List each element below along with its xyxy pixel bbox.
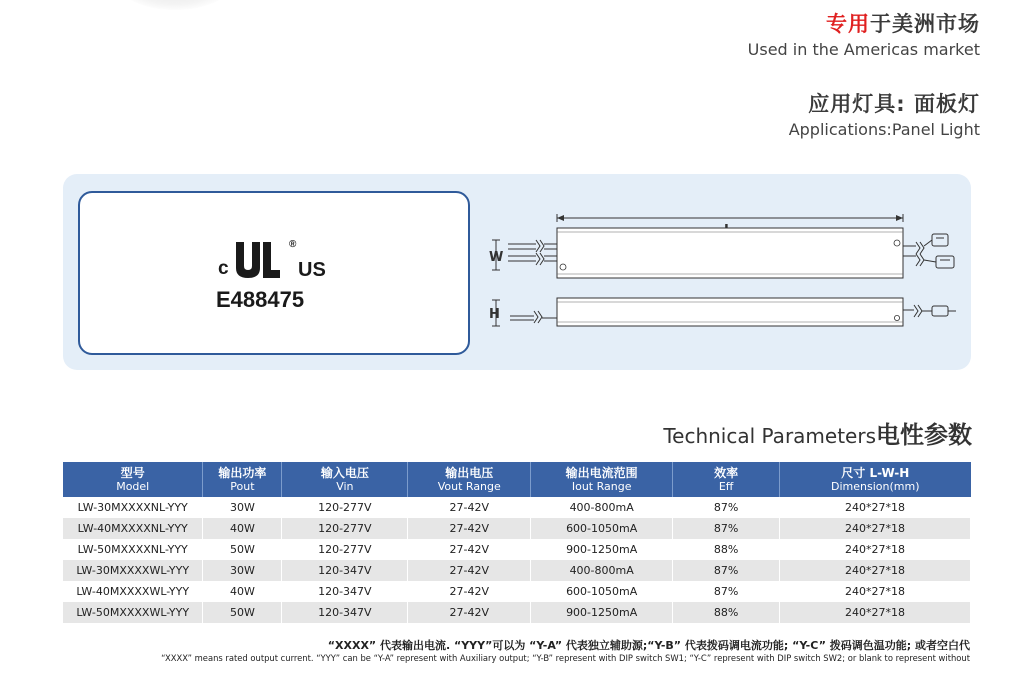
table-row: [63, 539, 971, 560]
cell-iout: 400-800mA: [531, 560, 673, 581]
cell-model: LW-50MXXXXWL-YYY: [63, 602, 203, 623]
table-row: [63, 497, 971, 518]
table-row: [63, 602, 971, 623]
cell-vin: 120-347V: [282, 560, 408, 581]
cell-vout: 27-42V: [408, 518, 531, 539]
cell-model: LW-30MXXXXNL-YYY: [63, 497, 203, 518]
cell-model: LW-40MXXXXWL-YYY: [63, 581, 203, 602]
header-eff: 效率 Eff: [673, 462, 780, 497]
cell-dimension: 240*27*18: [780, 581, 971, 602]
cell-vin: 120-347V: [282, 602, 408, 623]
cell-pout: 30W: [203, 560, 282, 581]
cell-model: LW-50MXXXXNL-YYY: [63, 539, 203, 560]
cert-mark-us: US: [298, 259, 326, 280]
cell-model: LW-30MXXXXWL-YYY: [63, 560, 203, 581]
cell-vout: 27-42V: [408, 602, 531, 623]
table-row: [63, 560, 971, 581]
width-label: W: [489, 250, 504, 265]
parameters-table: [63, 462, 971, 623]
header-pout: 输出功率 Pout: [203, 462, 282, 497]
cell-eff: 88%: [673, 539, 780, 560]
cert-mark-registered: ®: [289, 239, 297, 250]
cell-eff: 87%: [673, 560, 780, 581]
cell-eff: 87%: [673, 497, 780, 518]
cell-pout: 50W: [203, 539, 282, 560]
technical-title-en: Technical Parameters: [663, 424, 876, 448]
cell-eff: 87%: [673, 581, 780, 602]
market-title-accent: 专用: [826, 12, 870, 36]
header-vout: 输出电压 Vout Range: [408, 462, 531, 497]
decorative-shadow: [120, 0, 230, 10]
cell-vin: 120-277V: [282, 518, 408, 539]
technical-parameters-title: [663, 415, 972, 450]
cell-vout: 27-42V: [408, 539, 531, 560]
cell-eff: 88%: [673, 602, 780, 623]
table-header-row: [63, 462, 971, 497]
market-title-en: Used in the Americas market: [747, 40, 980, 59]
cell-pout: 40W: [203, 518, 282, 539]
cul-us-mark-icon: [218, 238, 338, 280]
cell-vout: 27-42V: [408, 497, 531, 518]
cell-iout: 400-800mA: [531, 497, 673, 518]
cell-iout: 900-1250mA: [531, 602, 673, 623]
applications-title-zh: 应用灯具: 面板灯: [808, 92, 980, 116]
cell-iout: 600-1050mA: [531, 581, 673, 602]
cell-model: LW-40MXXXXNL-YYY: [63, 518, 203, 539]
cell-vin: 120-277V: [282, 539, 408, 560]
technical-title-zh: 电性参数: [876, 421, 972, 449]
cell-pout: 40W: [203, 581, 282, 602]
cell-dimension: 240*27*18: [780, 539, 971, 560]
height-label: H: [489, 307, 500, 322]
market-title-zh: [826, 8, 980, 38]
cell-vin: 120-347V: [282, 581, 408, 602]
cell-pout: 50W: [203, 602, 282, 623]
market-title-rest: 于美洲市场: [870, 12, 980, 36]
applications-title-en: Applications:Panel Light: [788, 120, 980, 139]
cell-pout: 30W: [203, 497, 282, 518]
dimension-diagram: [488, 210, 968, 340]
header-dimension: 尺寸 L-W-H Dimension(mm): [780, 462, 971, 497]
header-iout: 输出电流范围 Iout Range: [531, 462, 673, 497]
footnote-zh: “XXXX” 代表输出电流. “YYY”可以为 “Y-A” 代表独立辅助源;“Y-B” 代表拨码调电流功能; “Y-C” 拨码调色温功能; 或者空白代: [327, 639, 970, 652]
table-row: [63, 581, 971, 602]
certification-number: E488475: [216, 287, 305, 312]
footnote-en: “XXXX” means rated output current. “YYY” can be “Y-A” represent with Auxiliary output; “Y-B” represent with DIP switch SW1; “Y-C” represent with DIP switch SW2; or blank to represent without: [161, 653, 970, 663]
cell-vout: 27-42V: [408, 560, 531, 581]
cell-dimension: 240*27*18: [780, 602, 971, 623]
cell-iout: 600-1050mA: [531, 518, 673, 539]
cell-dimension: 240*27*18: [780, 560, 971, 581]
cell-dimension: 240*27*18: [780, 497, 971, 518]
header-vin: 输入电压 Vin: [282, 462, 408, 497]
cell-iout: 900-1250mA: [531, 539, 673, 560]
cell-dimension: 240*27*18: [780, 518, 971, 539]
cert-mark-c: c: [218, 258, 229, 279]
header-model: 型号 Model: [63, 462, 203, 497]
cell-eff: 87%: [673, 518, 780, 539]
table-row: [63, 518, 971, 539]
cell-vout: 27-42V: [408, 581, 531, 602]
cell-vin: 120-277V: [282, 497, 408, 518]
